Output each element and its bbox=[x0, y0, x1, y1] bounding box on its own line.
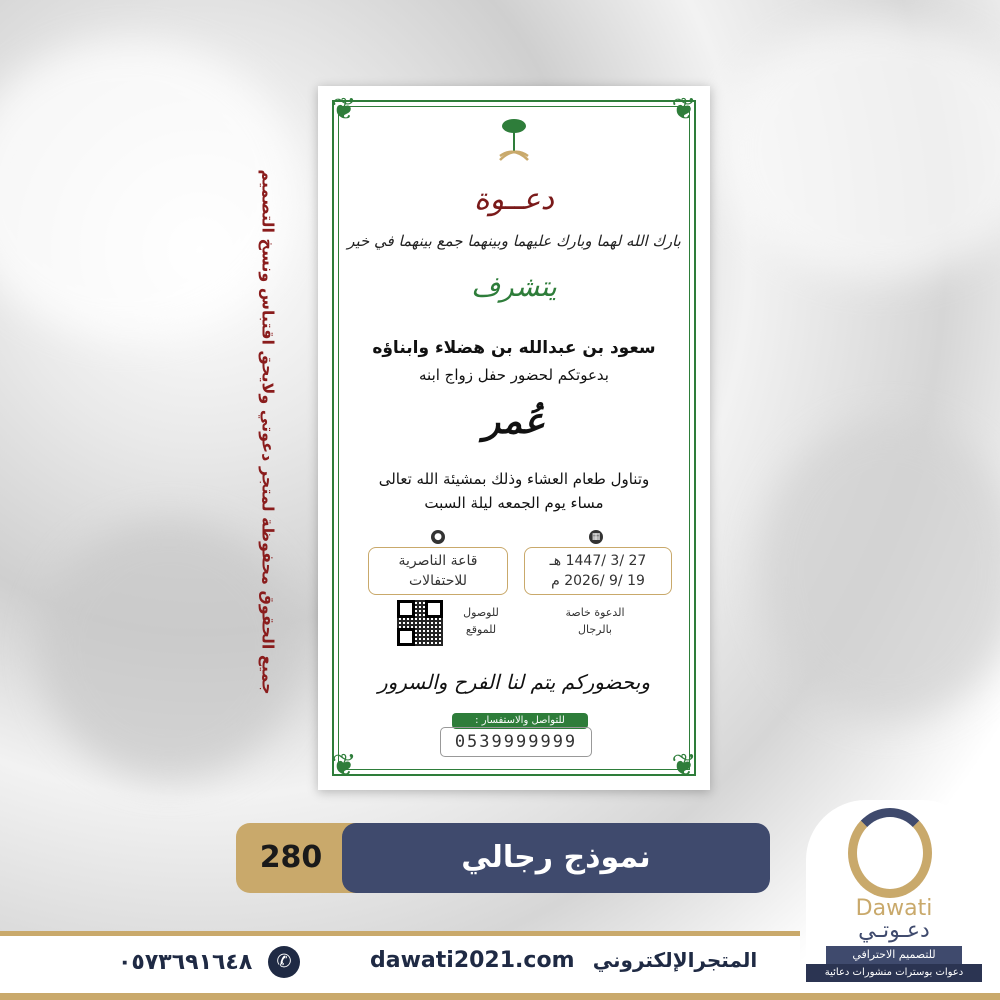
footer-store-label: المتجرالإلكتروني bbox=[592, 948, 758, 972]
corner-ornament-icon: ❦ bbox=[331, 748, 357, 783]
logo-ring-icon bbox=[848, 808, 932, 898]
qr-finder bbox=[397, 628, 415, 646]
date-box bbox=[524, 547, 672, 595]
dawati-logo bbox=[806, 800, 982, 976]
whatsapp-icon[interactable]: ✆ bbox=[268, 946, 300, 978]
logo-tagline: للتصميم الاحترافي bbox=[826, 946, 962, 964]
location-icon: ● bbox=[431, 530, 445, 544]
qr-note bbox=[456, 604, 506, 638]
men-note-line1: الدعوة خاصة bbox=[565, 606, 625, 619]
men-note-line2: بالرجال bbox=[578, 623, 612, 636]
logo-latin: Dawati bbox=[855, 896, 933, 921]
contact-phone[interactable]: 0539999999 bbox=[440, 727, 592, 757]
corner-ornament-icon: ❦ bbox=[671, 748, 697, 783]
closing-calligraphy: وبحضوركم يتم لنا الفرح والسرور bbox=[377, 670, 651, 694]
invitation-card bbox=[318, 86, 710, 790]
corner-ornament-icon: ❦ bbox=[331, 92, 357, 127]
men-only-note bbox=[552, 604, 638, 638]
honor-text: يتشرف bbox=[471, 270, 557, 303]
palm-swords-emblem-icon bbox=[494, 116, 534, 166]
calendar-icon: ▦ bbox=[589, 530, 603, 544]
logo-subline: دعوات بوسترات منشورات دعائية bbox=[806, 964, 982, 982]
footer-website[interactable]: dawati2021.com bbox=[370, 948, 575, 973]
groom-name: عُمر bbox=[482, 400, 546, 442]
template-number: 280 bbox=[259, 840, 323, 875]
invitation-title: دعــوة bbox=[473, 182, 555, 217]
qr-finder bbox=[397, 600, 415, 618]
template-title: نموذج رجالي bbox=[342, 823, 770, 893]
venue-line2: للاحتفالات bbox=[408, 573, 467, 589]
footer-gold-line bbox=[0, 993, 1000, 1000]
copyright-text: جميع الحقوق محفوظة لمتجر دعوتي ولايحق اقتباس ونسخ التصميم bbox=[258, 169, 278, 695]
copyright-notice bbox=[248, 92, 288, 772]
dinner-line: وتناول طعام العشاء وذلك بمشيئة الله تعالى bbox=[378, 470, 650, 488]
corner-ornament-icon: ❦ bbox=[671, 92, 697, 127]
invite-line: بدعوتكم لحضور حفل زواج ابنه bbox=[419, 366, 609, 384]
background-texture bbox=[720, 20, 1000, 280]
qr-finder bbox=[425, 600, 443, 618]
qr-note-line1: للوصول bbox=[463, 606, 499, 619]
host-name: سعود بن عبدالله بن هضلاء وابناؤه bbox=[372, 338, 656, 358]
venue-box bbox=[368, 547, 508, 595]
venue-line1: قاعة الناصرية bbox=[398, 553, 478, 569]
qr-note-line2: للموقع bbox=[465, 623, 497, 636]
date-hijri: 27 /3 /1447 هـ bbox=[549, 553, 647, 569]
logo-arabic: دعـوتـي bbox=[858, 918, 930, 943]
day-line: مساء يوم الجمعه ليلة السبت bbox=[424, 494, 604, 512]
contact-label: للتواصل والاستفسار : bbox=[452, 713, 588, 729]
background-texture bbox=[760, 420, 1000, 720]
footer-phone[interactable]: ٠٥٧٣٦٩١٦٤٨ bbox=[118, 950, 253, 975]
date-gregorian: 19 /9 /2026 م bbox=[551, 573, 645, 589]
footer-gold-line bbox=[0, 931, 800, 936]
blessing-calligraphy: بارك الله لهما وبارك عليهما وبينهما جمع بينهما في خير bbox=[347, 232, 681, 250]
